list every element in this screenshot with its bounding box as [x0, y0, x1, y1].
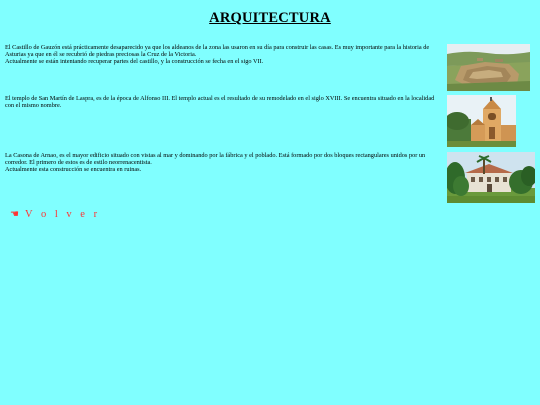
castle-photo: [447, 44, 530, 91]
section-paragraph: Actualmente esta construcción se encuentra en ruinas.: [5, 166, 142, 174]
section-text: [5, 152, 441, 174]
section-paragraph: La Casona de Arnao, es el mayor edificio situado con vistas al mar y dominando por la fábrica y el poblado. Está formado por dos bloques rectangulares unidos por un corredor. El primero de estos es de estilo neorrenacentista.: [5, 152, 426, 167]
pointing-hand-left-icon: ☚: [10, 209, 19, 220]
casona-photo: [447, 152, 535, 203]
section-paragraph: El Castillo de Gauzón está prácticamente desaparecido ya que los aldeanos de la zona las usaron en su día para construir las casas. Es muy importante para la historia de Asturias ya que en él se recubrió de piedras preciosas la Cruz de la Victoria.: [5, 44, 430, 59]
back-label: V o l v e r: [24, 209, 101, 220]
page-title: ARQUITECTURA: [209, 10, 331, 26]
section-paragraph: El templo de San Martín de Laspra, es de la época de Alfonso III. El templo actual es el resultado de su remodelado en el siglo XVIII. Se encuentra situado en la localidad con el mismo nombre.: [5, 95, 435, 110]
back-link[interactable]: [10, 209, 100, 220]
church-photo: [447, 95, 516, 147]
section-paragraph: Actualmente se están intentando recuperar partes del castillo, y la construcción se fecha en el sigo VII.: [5, 58, 264, 66]
section-text: [5, 95, 441, 109]
section-text: [5, 44, 441, 66]
